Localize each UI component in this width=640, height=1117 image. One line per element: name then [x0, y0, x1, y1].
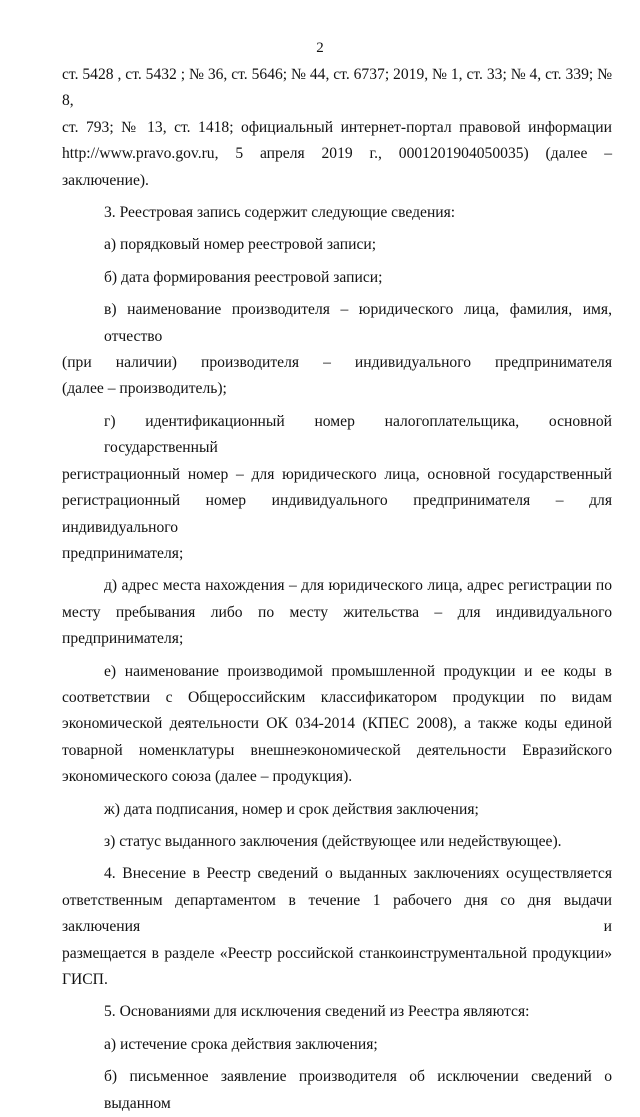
- list-item-zh: ж) дата подписания, номер и срок действия заключения;: [104, 800, 479, 818]
- list-item-a-2: а) истечение срока действия заключения;: [104, 1035, 378, 1053]
- text-line: http://www.pravo.gov.ru, 5 апреля 2019 г., 0001201904050035) (далее – заключение).: [62, 145, 612, 189]
- list-item-e: [62, 659, 612, 791]
- text-line: (при наличии) производителя – индивидуального предпринимателя: [62, 354, 612, 372]
- text-line: 4. Внесение в Реестр сведений о выданных заключениях осуществляется: [104, 865, 612, 883]
- text-line: месту пребывания либо по месту жительства – для индивидуального: [62, 603, 612, 621]
- text-line: (далее – производитель);: [62, 380, 227, 398]
- text-line: размещается в разделе «Реестр российской станкоинструментальной продукции»: [62, 944, 612, 962]
- text-line: е) наименование производимой промышленной продукции и ее коды в: [104, 662, 612, 680]
- text-line: соответствии с Общероссийским классификатором продукции по видам: [62, 688, 612, 706]
- list-item-z: з) статус выданного заключения (действующее или недействующее).: [104, 832, 562, 850]
- text-line: ГИСП.: [62, 971, 108, 988]
- list-item-g: [62, 409, 612, 567]
- list-item-b-2: [62, 1064, 612, 1117]
- paragraph-5: 5. Основаниями для исключения сведений из Реестра являются:: [104, 1003, 530, 1021]
- text-line: предпринимателя;: [62, 630, 184, 648]
- text-line: экономического союза (далее – продукция).: [62, 768, 353, 786]
- list-item-d: [62, 573, 612, 652]
- text-line: ст. 5428 , ст. 5432 ; № 36, ст. 5646; № 44, ст. 6737; 2019, № 1, ст. 33; № 4, ст. 339; № 8,: [62, 66, 612, 110]
- text-line: г) идентификационный номер налогоплательщика, основной государственный: [104, 412, 612, 457]
- page-number: 2: [316, 40, 324, 56]
- document-body: [62, 62, 612, 1117]
- text-line: б) письменное заявление производителя об исключении сведений о выданном: [104, 1068, 612, 1112]
- text-line: регистрационный номер – для юридического лица, основной государственный: [62, 465, 612, 483]
- text-line: товарной номенклатуры внешнеэкономической деятельности Евразийского: [62, 741, 612, 759]
- text-line: д) адрес места нахождения – для юридического лица, адрес регистрации по: [104, 577, 612, 595]
- text-line: регистрационный номер индивидуального предпринимателя – для индивидуального: [62, 492, 612, 536]
- list-item-a: а) порядковый номер реестровой записи;: [104, 236, 377, 254]
- text-line: экономической деятельности ОК 034-2014 (КПЕС 2008), а также коды единой: [62, 715, 612, 733]
- text-line: в) наименование производителя – юридического лица, фамилия, имя, отчество: [104, 301, 612, 345]
- list-item-b: б) дата формирования реестровой записи;: [104, 268, 383, 286]
- paragraph-3: 3. Реестровая запись содержит следующие сведения:: [104, 204, 456, 222]
- paragraph-continuation: [62, 62, 612, 194]
- text-line: предпринимателя;: [62, 544, 184, 562]
- text-line: ответственным департаментом в течение 1 рабочего дня со дня выдачи заключения и: [62, 891, 612, 936]
- paragraph-4: [62, 861, 612, 993]
- text-line: ст. 793; № 13, ст. 1418; официальный интернет-портал правовой информации: [62, 118, 612, 136]
- list-item-v: [62, 297, 612, 403]
